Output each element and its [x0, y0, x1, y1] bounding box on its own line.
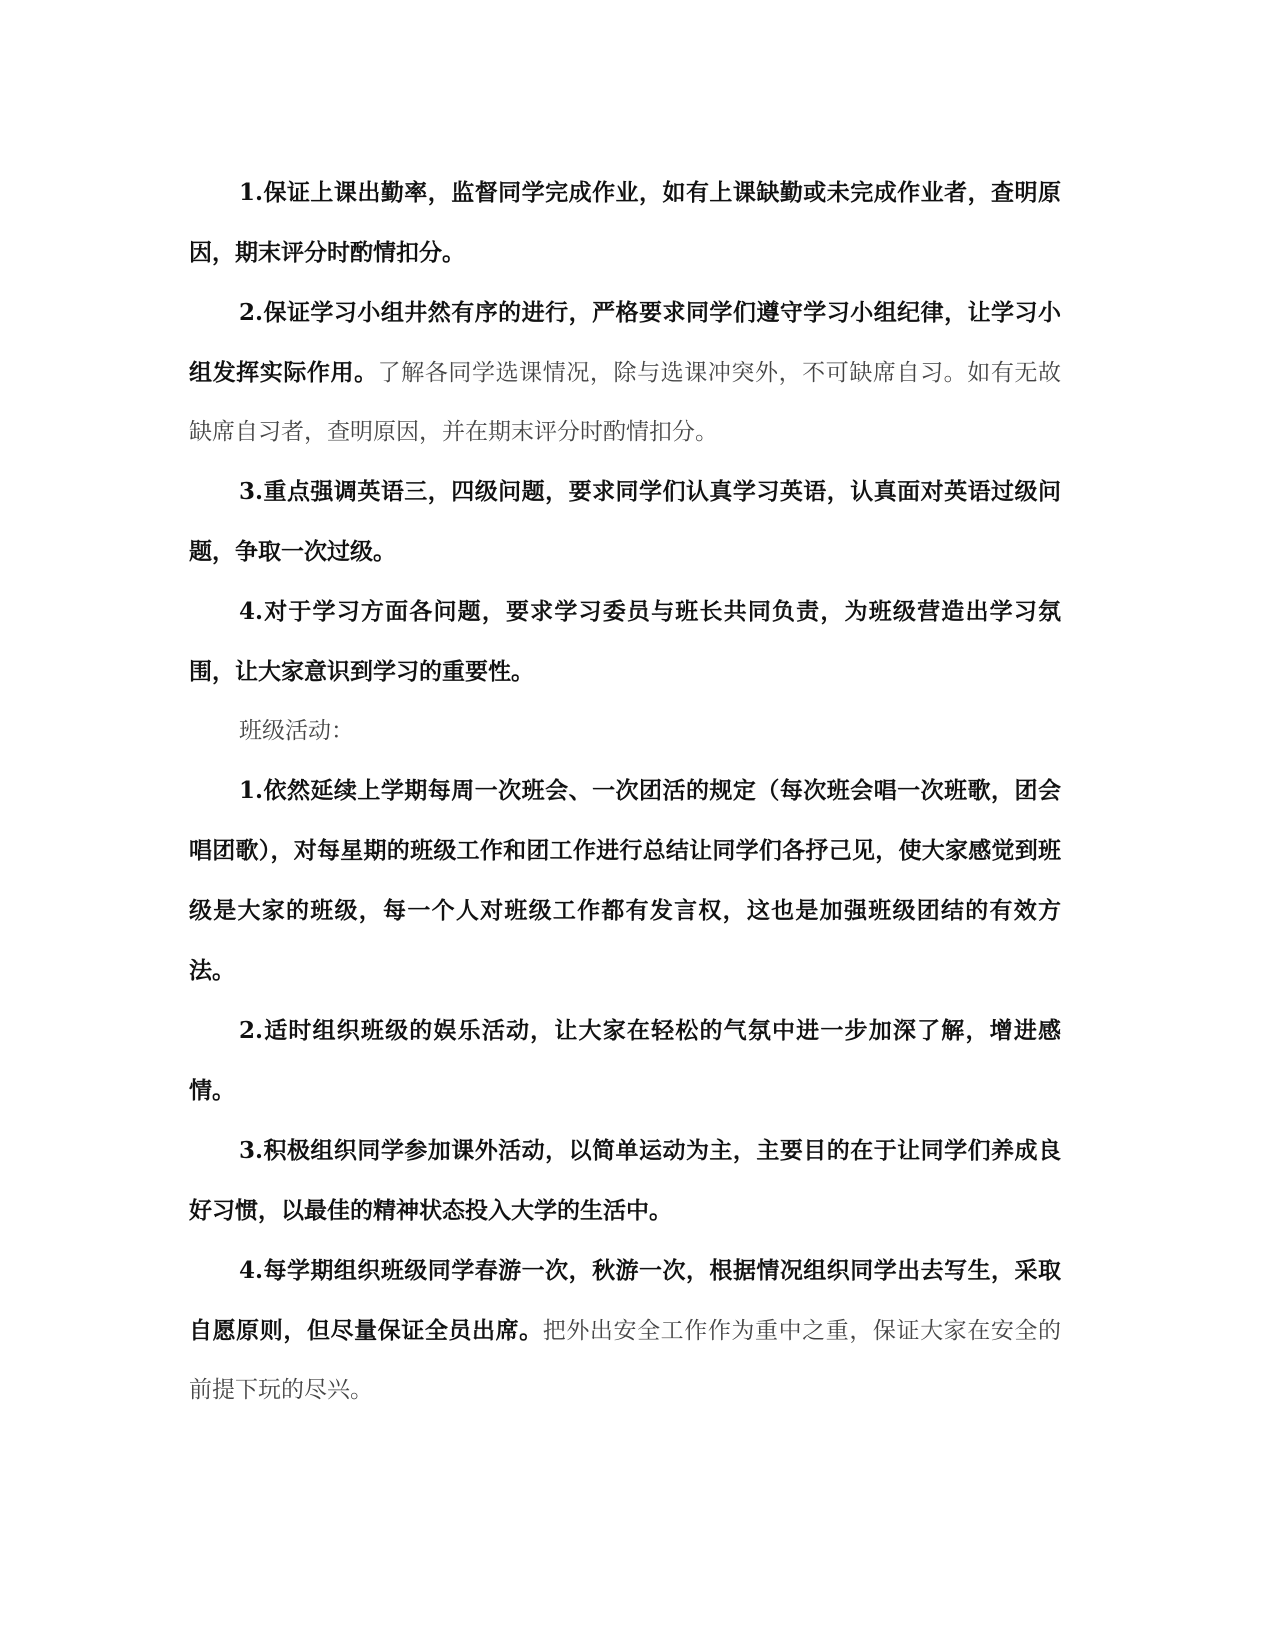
- study-item-4-bold: 4.对于学习方面各问题，要求学习委员与班长共同负责，为班级营造出学习氛围，让大家意识到学习的重要性。: [189, 598, 1061, 685]
- study-item-3: [189, 462, 1061, 582]
- study-item-2: [189, 283, 1061, 462]
- activity-item-3-bold: 3.积极组织同学参加课外活动，以简单运动为主，主要目的在于让同学们养成良好习惯，以最佳的精神状态投入大学的生活中。: [189, 1137, 1061, 1224]
- study-item-2-normal: 了解各同学选课情况，除与选课冲突外，不可缺席自习。如有无故缺席自习者，查明原因，并在期末评分时酌情扣分。: [189, 360, 1062, 445]
- activity-item-4-bold: 4.每学期组织班级同学春游一次，秋游一次，根据情况组织同学出去写生，采取自愿原则，但尽量保证全员出席。: [189, 1257, 1061, 1344]
- activity-item-2-bold: 2.适时组织班级的娱乐活动，让大家在轻松的气氛中进一步加深了解，增进感情。: [189, 1017, 1061, 1104]
- activities-heading: 班级活动：: [239, 718, 354, 744]
- activity-item-1-bold: 1.依然延续上学期每周一次班会、一次团活的规定（每次班会唱一次班歌，团会唱团歌），对每星期的班级工作和团工作进行总结让同学们各抒己见，使大家感觉到班级是大家的班级，每一个人对班级工作都有发言权，这也是加强班级团结的有效方法。: [189, 777, 1061, 984]
- document-body: [189, 163, 1061, 1420]
- activity-item-4-normal: 把外出安全工作作为重中之重，保证大家在安全的前提下玩的尽兴。: [189, 1318, 1062, 1403]
- study-item-1: [189, 163, 1061, 283]
- activity-item-1: [189, 761, 1061, 1001]
- study-item-3-bold: 3.重点强调英语三，四级问题，要求同学们认真学习英语，认真面对英语过级问题，争取一次过级。: [189, 478, 1061, 565]
- activity-item-4: [189, 1241, 1061, 1420]
- study-item-4: [189, 582, 1061, 702]
- study-item-2-bold: 2.保证学习小组井然有序的进行，严格要求同学们遵守学习小组纪律，让学习小组发挥实际作用。: [189, 299, 1061, 386]
- activity-item-3: [189, 1121, 1061, 1241]
- activity-item-2: [189, 1001, 1061, 1121]
- study-item-1-bold: 1.保证上课出勤率，监督同学完成作业，如有上课缺勤或未完成作业者，查明原因，期末评分时酌情扣分。: [189, 179, 1061, 266]
